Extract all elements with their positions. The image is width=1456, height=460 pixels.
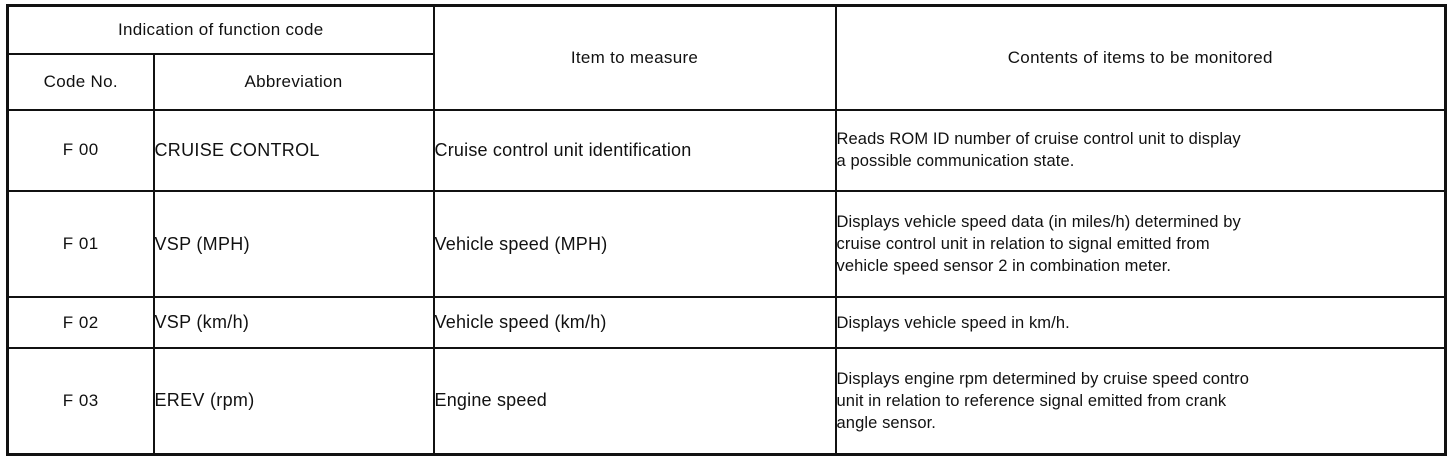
abbreviation-cell: CRUISE CONTROL xyxy=(154,110,434,191)
contents-cell xyxy=(836,110,1446,191)
function-code-table-container xyxy=(6,4,1444,456)
header-contents-monitored: Contents of items to be monitored xyxy=(836,6,1446,111)
header-indication-of-function-code: Indication of function code xyxy=(8,6,434,54)
code-cell: F 00 xyxy=(8,110,154,191)
contents-line: Displays engine rpm determined by cruise speed contro xyxy=(836,369,1250,388)
contents-line: Reads ROM ID number of cruise control unit to display xyxy=(836,130,1241,149)
item-cell: Vehicle speed (MPH) xyxy=(434,191,836,298)
abbreviation-cell: VSP (MPH) xyxy=(154,191,434,298)
table-row xyxy=(8,348,1446,455)
contents-cell xyxy=(836,191,1446,298)
header-row-top xyxy=(8,6,1446,54)
item-cell: Engine speed xyxy=(434,348,836,455)
contents-line: a possible communication state. xyxy=(836,152,1075,171)
item-cell: Cruise control unit identification xyxy=(434,110,836,191)
contents-cell xyxy=(836,348,1446,455)
item-cell: Vehicle speed (km/h) xyxy=(434,297,836,347)
code-cell: F 03 xyxy=(8,348,154,455)
contents-line: vehicle speed sensor 2 in combination meter. xyxy=(836,257,1172,276)
contents-line: cruise control unit in relation to signal emitted from xyxy=(836,235,1210,254)
contents-line: unit in relation to reference signal emitted from crank xyxy=(836,391,1227,410)
table-row xyxy=(8,191,1446,298)
header-item-to-measure: Item to measure xyxy=(434,6,836,111)
header-abbreviation: Abbreviation xyxy=(154,54,434,110)
abbreviation-cell: EREV (rpm) xyxy=(154,348,434,455)
contents-line: angle sensor. xyxy=(836,413,936,432)
table-row xyxy=(8,110,1446,191)
contents-line: Displays vehicle speed in km/h. xyxy=(836,313,1070,332)
code-cell: F 02 xyxy=(8,297,154,347)
code-cell: F 01 xyxy=(8,191,154,298)
contents-line: Displays vehicle speed data (in miles/h) determined by xyxy=(836,213,1241,232)
contents-cell xyxy=(836,297,1446,347)
abbreviation-cell: VSP (km/h) xyxy=(154,297,434,347)
header-code-no: Code No. xyxy=(8,54,154,110)
function-code-table xyxy=(6,4,1447,456)
table-row xyxy=(8,297,1446,347)
